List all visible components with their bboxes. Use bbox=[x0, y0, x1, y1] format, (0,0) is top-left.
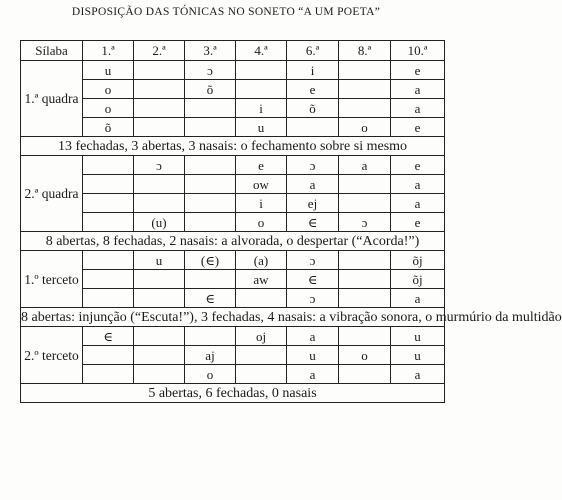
vowel-cell bbox=[83, 213, 134, 232]
vowel-cell: õ bbox=[287, 99, 339, 118]
vowel-cell bbox=[83, 289, 134, 308]
vowel-cell: (∈) bbox=[185, 251, 236, 270]
stanza-label: 2.º terceto bbox=[21, 327, 83, 384]
vowel-cell bbox=[134, 61, 185, 80]
vowel-cell bbox=[339, 251, 391, 270]
vowel-cell bbox=[134, 118, 185, 137]
table-row bbox=[21, 346, 445, 365]
table-row bbox=[21, 99, 445, 118]
vowel-cell: ɔ bbox=[287, 289, 339, 308]
vowel-cell: ∈ bbox=[287, 213, 339, 232]
vowel-cell bbox=[83, 346, 134, 365]
stanza-label: 2.ª quadra bbox=[21, 156, 83, 232]
vowel-cell: i bbox=[236, 99, 287, 118]
vowel-cell: e bbox=[391, 156, 445, 175]
vowel-cell bbox=[185, 194, 236, 213]
vowel-cell bbox=[339, 99, 391, 118]
vowel-cell bbox=[339, 194, 391, 213]
vowel-cell: aj bbox=[185, 346, 236, 365]
vowel-cell bbox=[134, 346, 185, 365]
vowel-cell bbox=[185, 327, 236, 346]
vowel-cell: õ bbox=[185, 80, 236, 99]
vowel-cell: õj bbox=[391, 270, 445, 289]
vowel-cell: i bbox=[236, 194, 287, 213]
vowel-cell: ɔ bbox=[339, 213, 391, 232]
summary-row bbox=[21, 232, 445, 251]
vowel-cell: a bbox=[391, 365, 445, 384]
vowel-cell bbox=[339, 327, 391, 346]
summary-row bbox=[21, 384, 445, 403]
vowel-cell: a bbox=[339, 156, 391, 175]
vowel-cell bbox=[339, 289, 391, 308]
stanza-label: 1.ª quadra bbox=[21, 61, 83, 137]
vowel-cell bbox=[134, 175, 185, 194]
header-cell: Sílaba bbox=[21, 41, 83, 61]
table-row bbox=[21, 251, 445, 270]
table-row bbox=[21, 156, 445, 175]
vowel-cell: o bbox=[83, 99, 134, 118]
vowel-cell: u bbox=[391, 346, 445, 365]
vowel-cell bbox=[83, 156, 134, 175]
header-cell: 8.ª bbox=[339, 41, 391, 61]
vowel-cell: ɔ bbox=[134, 156, 185, 175]
vowel-cell bbox=[339, 175, 391, 194]
vowel-cell bbox=[236, 61, 287, 80]
header-cell: 4.ª bbox=[236, 41, 287, 61]
vowel-cell bbox=[185, 99, 236, 118]
vowel-cell: a bbox=[391, 175, 445, 194]
table-row bbox=[21, 270, 445, 289]
table-row bbox=[21, 61, 445, 80]
vowel-cell bbox=[134, 270, 185, 289]
vowel-cell: (u) bbox=[134, 213, 185, 232]
header-cell: 3.ª bbox=[185, 41, 236, 61]
vowel-cell: ɔ bbox=[287, 156, 339, 175]
vowel-cell: e bbox=[391, 61, 445, 80]
stanza-summary: 13 fechadas, 3 abertas, 3 nasais: o fechamento sobre si mesmo bbox=[21, 137, 445, 156]
vowel-cell bbox=[134, 365, 185, 384]
vowel-cell: u bbox=[391, 327, 445, 346]
table-row bbox=[21, 175, 445, 194]
vowel-cell: ∈ bbox=[185, 289, 236, 308]
vowel-cell bbox=[339, 365, 391, 384]
vowel-cell: e bbox=[391, 118, 445, 137]
vowel-cell bbox=[83, 270, 134, 289]
stress-table bbox=[20, 40, 562, 403]
vowel-cell: e bbox=[236, 156, 287, 175]
vowel-cell bbox=[185, 156, 236, 175]
vowel-cell bbox=[339, 80, 391, 99]
table-row bbox=[21, 213, 445, 232]
summary-row bbox=[21, 137, 445, 156]
vowel-cell bbox=[134, 327, 185, 346]
vowel-cell: a bbox=[391, 289, 445, 308]
vowel-cell: o bbox=[236, 213, 287, 232]
vowel-cell: ∈ bbox=[287, 270, 339, 289]
vowel-cell: ɔ bbox=[185, 61, 236, 80]
stanza-summary: 8 abertas, 8 fechadas, 2 nasais: a alvorada, o despertar (“Acorda!”) bbox=[21, 232, 445, 251]
vowel-cell bbox=[83, 251, 134, 270]
header-cell: 2.ª bbox=[134, 41, 185, 61]
header-cell: 1.ª bbox=[83, 41, 134, 61]
vowel-cell: aw bbox=[236, 270, 287, 289]
vowel-cell bbox=[339, 270, 391, 289]
vowel-cell bbox=[83, 175, 134, 194]
vowel-cell: i bbox=[287, 61, 339, 80]
table-row bbox=[21, 194, 445, 213]
table-row bbox=[21, 289, 445, 308]
stanza-summary: 8 abertas: injunção (“Escuta!”), 3 fechadas, 4 nasais: a vibração sonora, o murmúrio da multidão bbox=[21, 309, 562, 325]
document-title: DISPOSIÇÃO DAS TÓNICAS NO SONETO “A UM POETA” bbox=[71, 6, 381, 18]
header-cell: 10.ª bbox=[391, 41, 445, 61]
vowel-cell: a bbox=[287, 365, 339, 384]
vowel-cell bbox=[83, 365, 134, 384]
vowel-cell: u bbox=[287, 346, 339, 365]
vowel-cell: e bbox=[391, 213, 445, 232]
table-row bbox=[21, 118, 445, 137]
table-row bbox=[21, 365, 445, 384]
stanza-summary: 5 abertas, 6 fechadas, 0 nasais bbox=[21, 384, 445, 403]
vowel-cell bbox=[134, 80, 185, 99]
vowel-cell: ∈ bbox=[83, 327, 134, 346]
vowel-cell bbox=[339, 61, 391, 80]
summary-row bbox=[21, 308, 445, 327]
vowel-cell bbox=[83, 194, 134, 213]
table-row bbox=[21, 80, 445, 99]
vowel-cell: ɔ bbox=[287, 251, 339, 270]
vowel-cell bbox=[236, 365, 287, 384]
vowel-cell: u bbox=[236, 118, 287, 137]
vowel-cell: u bbox=[134, 251, 185, 270]
vowel-cell: õj bbox=[391, 251, 445, 270]
vowel-cell: oj bbox=[236, 327, 287, 346]
stanza-label: 1.º terceto bbox=[21, 251, 83, 308]
vowel-cell: o bbox=[185, 365, 236, 384]
vowel-cell: ej bbox=[287, 194, 339, 213]
vowel-cell: a bbox=[391, 194, 445, 213]
vowel-cell bbox=[134, 99, 185, 118]
vowel-cell: ow bbox=[236, 175, 287, 194]
vowel-cell bbox=[236, 346, 287, 365]
vowel-cell: o bbox=[339, 346, 391, 365]
vowel-cell bbox=[185, 270, 236, 289]
vowel-cell: (a) bbox=[236, 251, 287, 270]
vowel-cell: e bbox=[287, 80, 339, 99]
vowel-cell bbox=[185, 175, 236, 194]
vowel-cell bbox=[185, 118, 236, 137]
vowel-cell bbox=[287, 118, 339, 137]
table-body bbox=[21, 41, 562, 403]
vowel-cell bbox=[236, 80, 287, 99]
header-row bbox=[21, 41, 445, 61]
vowel-cell: o bbox=[83, 80, 134, 99]
table-row bbox=[21, 327, 445, 346]
header-cell: 6.ª bbox=[287, 41, 339, 61]
vowel-cell: o bbox=[339, 118, 391, 137]
vowel-cell: a bbox=[391, 80, 445, 99]
vowel-cell bbox=[185, 213, 236, 232]
vowel-cell bbox=[134, 289, 185, 308]
vowel-cell bbox=[134, 194, 185, 213]
vowel-cell: a bbox=[287, 327, 339, 346]
vowel-cell: a bbox=[287, 175, 339, 194]
vowel-cell: u bbox=[83, 61, 134, 80]
vowel-cell: a bbox=[391, 99, 445, 118]
vowel-cell: õ bbox=[83, 118, 134, 137]
vowel-cell bbox=[236, 289, 287, 308]
